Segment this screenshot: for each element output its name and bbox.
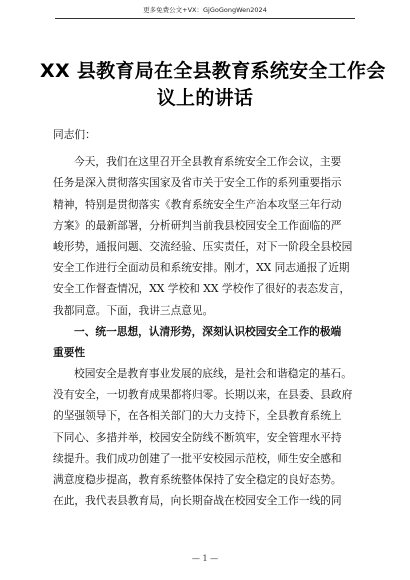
paragraph-line: 方案》的最新部署，分析研判当前我县校园安全工作面临的严	[53, 218, 342, 232]
section-heading-1	[53, 321, 357, 363]
paragraph-line: 在此，我代表县教育局，向长期奋战在校园安全工作一线的同	[53, 494, 342, 508]
section-heading-line: 一、统一思想，认清形势，深刻认识校园安全工作的极端	[74, 324, 342, 338]
paragraph-section-1	[53, 363, 357, 511]
paragraph-line: 没有安全，一切教育成果都将归零。长期以来，在县委、县政府	[53, 388, 353, 402]
paragraph-line: 今天，我们在这里召开全县教育系统安全工作会议，主要	[74, 155, 342, 169]
paragraph-intro	[53, 151, 357, 321]
document-title	[40, 58, 386, 112]
document-body	[53, 124, 357, 511]
paragraph-line: 我都同意。下面，我讲三点意见。	[53, 303, 214, 317]
paragraph-line: 精神，特别是贯彻落实《教育系统安全生产治本攻坚三年行动	[53, 197, 342, 211]
paragraph-line: 续提升。我们成功创建了一批平安校园示范校，师生安全感和	[53, 451, 342, 465]
paragraph-line: 满意度稳步提高，教育系统整体保持了安全稳定的良好态势。	[53, 473, 342, 486]
paragraph-line: 任务是深入贯彻落实国家及省市关于安全工作的系列重要指示	[53, 176, 342, 190]
salutation: 同志们：	[53, 128, 96, 141]
page-number: — 1 —	[191, 554, 219, 563]
paragraph-line: 安全工作督查情况，XX 学校和 XX 学校作了很好的表态发言，	[53, 282, 351, 296]
page-header: 更多免费公文+VX：GjGoGongWen2024	[55, 4, 355, 19]
paragraph-line: 校园安全是教育事业发展的底线，是社会和谐稳定的基石。	[74, 367, 352, 381]
title-line-2: 议上的讲话	[156, 87, 254, 109]
title-line-1: XX 县教育局在全县教育系统安全工作会	[40, 60, 386, 82]
paragraph-line: 下同心、多措并举，校园安全防线不断筑牢，安全管理水平持	[53, 430, 342, 444]
paragraph-line: 峻形势，通报问题、交流经验、压实责任，对下一阶段全县校园	[53, 239, 353, 253]
paragraph-line: 安全工作进行全面动员和系统安排。刚才，XX 同志通报了近期	[53, 261, 350, 275]
paragraph-line: 的坚强领导下，在各相关部门的大力支持下，全县教育系统上	[53, 409, 342, 423]
section-heading-line: 重要性	[53, 345, 86, 359]
